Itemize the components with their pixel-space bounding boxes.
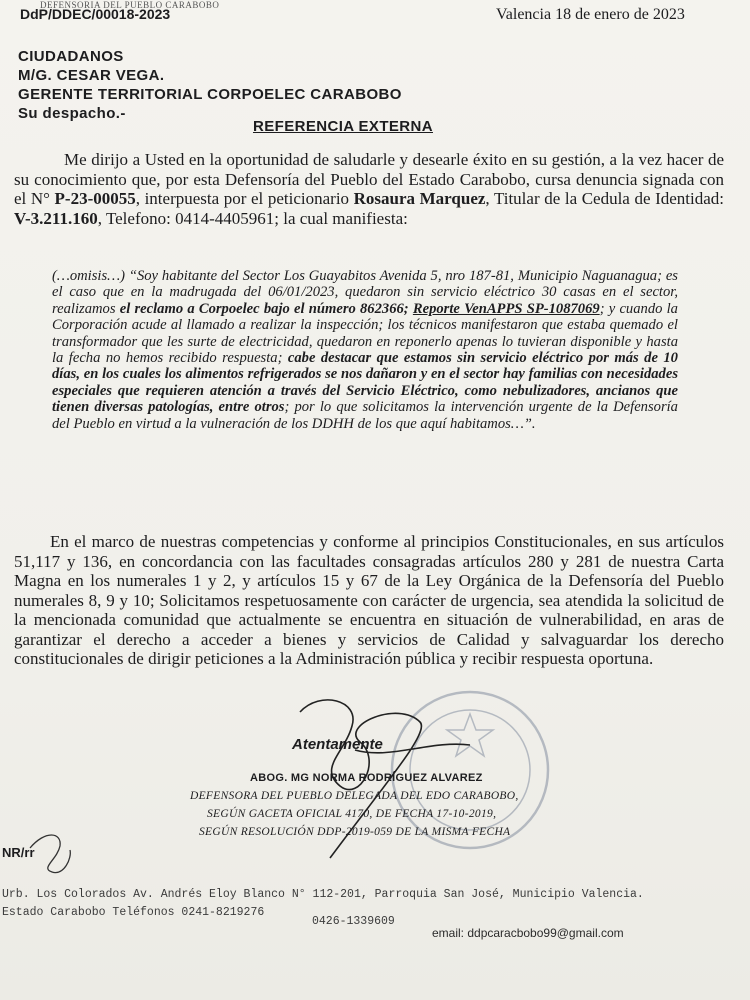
addressee-line-1: CIUDADANOS <box>18 48 124 65</box>
quote-claim: el reclamo a Corpoelec bajo el número 862366; <box>119 300 409 317</box>
typist-initials: NR/rr <box>2 845 35 860</box>
reference-code: DdP/DDEC/00018-2023 <box>20 6 171 22</box>
body-paragraph: En el marco de nuestras competencias y conforme al principios Constitucionales, en sus artículos 51,117 y 136, en concordancia con las facultades consagradas artículos 280 y 281 de nuestra Carta Magna en los numerales 1 y 2, y artículos 15 y 67 de la Ley Orgánica de la Defensoría del Pueblo numerales 8, 9 y 10; Solicitamos respetuosamente con carácter de urgencia, sea atendida la solicitud de la mencionada comunidad que actualmente se encuentra en situación de vulnerabilidad, en aras de garantizar el derecho a acceder a bienes y servicios de Calidad y salvaguardar los derecho constitucionales de dirigir peticiones a la Administración pública y recibir respuesta oportuna. <box>14 532 724 668</box>
addressee-line-4: Su despacho.- <box>18 105 126 122</box>
quote-text-2: ; y cuando la Corporación acude al llamado a realizar la inspección; los técnicos manifestaron que estaba quemado el transformador que les surte de electricidad, quedaron en reponerlo apenas lo tuvieran disponible y hasta la fecha no hemos recibido respuesta; <box>52 300 678 367</box>
letterhead-fragment: DEFENSORIA DEL PUEBLO CARABOBO <box>40 0 220 10</box>
signer-resolution: SEGÚN RESOLUCIÓN DDP-2019-059 DE LA MISMA FECHA <box>199 826 511 838</box>
quote-text-1: (…omisis…) “Soy habitante del Sector Los Guayabitos Avenida 5, nro 187-81, Municipio Naguanagua; es el caso que en la madrugada del 06/01/2023, quedaron sin servicio eléctrico 30 casas en el sector, realizamos <box>52 268 678 317</box>
footer-address: Urb. Los Colorados Av. Andrés Eloy Blanco N° 112-201, Parroquia San José, Municipio Valencia. <box>2 888 644 901</box>
signer-name: ABOG. MG NORMA RODRÍGUEZ ALVAREZ <box>250 772 483 784</box>
footer-email: email: ddpcaracbobo99@gmail.com <box>432 926 624 940</box>
footer-phones: Estado Carabobo Teléfonos 0241-8219276 <box>2 906 265 919</box>
addressee-line-2: M/G. CESAR VEGA. <box>18 67 165 84</box>
footer-phone-2: 0426-1339609 <box>312 915 395 928</box>
official-stamp <box>392 692 548 848</box>
id-number: V-3.211.160 <box>14 208 98 228</box>
letter-date: Valencia 18 de enero de 2023 <box>496 6 685 23</box>
intro-text-4: , Telefono: 0414-4405961; la cual manifiesta: <box>97 208 408 228</box>
subject-heading: REFERENCIA EXTERNA <box>253 118 433 135</box>
signer-title: DEFENSORA DEL PUEBLO DELEGADA DEL EDO CARABOBO, <box>190 790 519 802</box>
closing-salutation: Atentamente <box>292 736 383 753</box>
addressee-line-3: GERENTE TERRITORIAL CORPOELEC CARABOBO <box>18 86 402 103</box>
quote-emphasis: cabe destacar que estamos sin servicio eléctrico por más de 10 días, en los cuales los alimentos refrigerados se nos dañaron y en el sector hay familias con necesidades especiales que requieren atención a través del Servicio Eléctrico, como nebulizadores, ancianos que tienen diversas patologías, entre otros <box>52 350 678 416</box>
intro-text-3: , Titular de la Cedula de Identidad: <box>485 189 724 208</box>
initials-scribble <box>30 835 70 873</box>
intro-text-2: , interpuesta por el peticionario <box>135 189 350 208</box>
quote-text-3: ; por lo que solicitamos la intervención urgente de la Defensoría del Pueblo en virtud a la vulneración de los DDHH de los que aquí habitamos…”. <box>52 399 678 432</box>
intro-text-1: Me dirijo a Usted en la oportunidad de saludarle y desearle éxito en su gestión, a la vez hacer de su conocimiento que, por esta Defensoría del Pueblo del Estado Carabobo, cursa denuncia signada con el N° <box>14 150 724 208</box>
case-number: P-23-00055 <box>54 189 136 208</box>
quote-report: Reporte VenAPPS SP-1087069 <box>412 300 600 317</box>
petitioner-name: Rosaura Marquez <box>353 189 486 208</box>
signer-gazette: SEGÚN GACETA OFICIAL 4170, DE FECHA 17-10-2019, <box>207 808 497 820</box>
